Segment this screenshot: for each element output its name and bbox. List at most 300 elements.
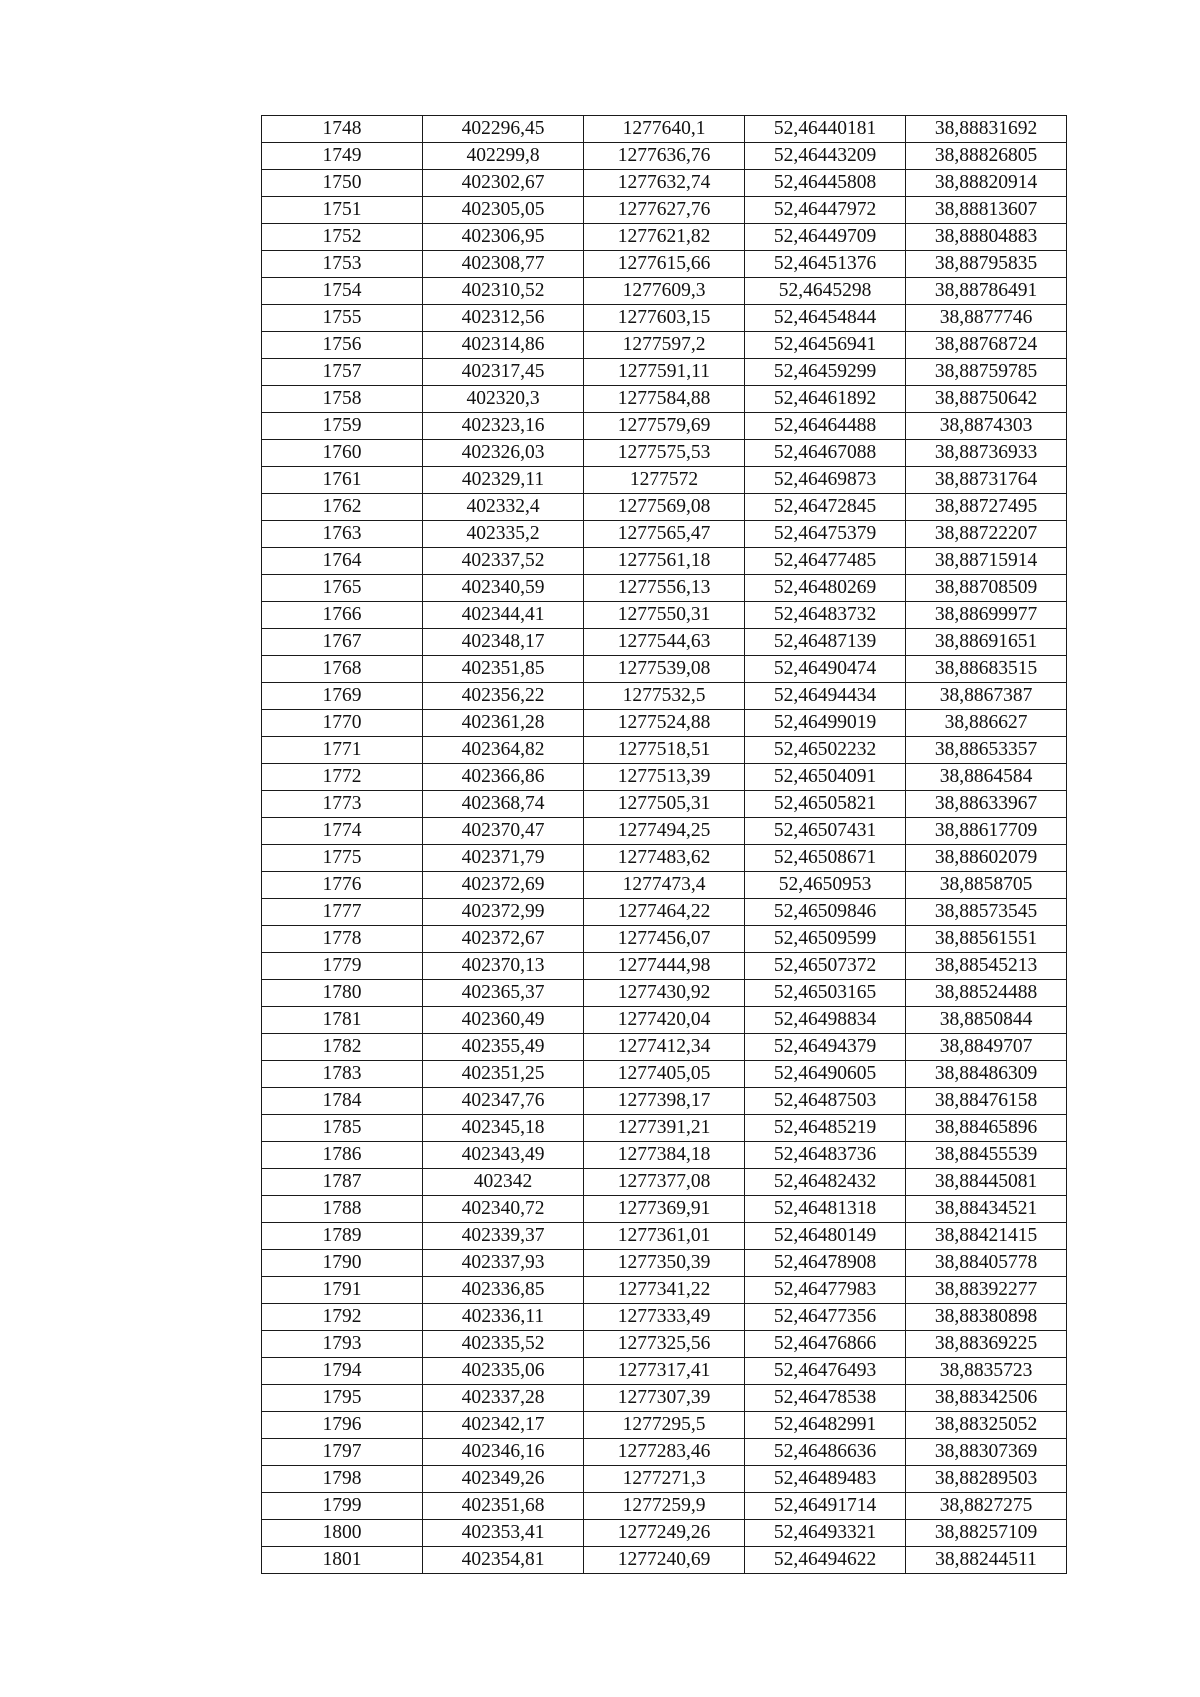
longitude-cell: 38,88421415: [906, 1223, 1067, 1250]
latitude-cell: 52,46472845: [745, 494, 906, 521]
point-number-cell: 1793: [262, 1331, 423, 1358]
x-coordinate-cell: 402337,28: [423, 1385, 584, 1412]
x-coordinate-cell: 402360,49: [423, 1007, 584, 1034]
latitude-cell: 52,46489483: [745, 1466, 906, 1493]
longitude-cell: 38,88307369: [906, 1439, 1067, 1466]
point-number-cell: 1776: [262, 872, 423, 899]
table-row: [262, 710, 1067, 737]
y-coordinate-cell: 1277456,07: [584, 926, 745, 953]
point-number-cell: 1757: [262, 359, 423, 386]
x-coordinate-cell: 402306,95: [423, 224, 584, 251]
longitude-cell: 38,88486309: [906, 1061, 1067, 1088]
latitude-cell: 52,46477356: [745, 1304, 906, 1331]
latitude-cell: 52,46480149: [745, 1223, 906, 1250]
point-number-cell: 1763: [262, 521, 423, 548]
y-coordinate-cell: 1277597,2: [584, 332, 745, 359]
table-row: [262, 575, 1067, 602]
point-number-cell: 1797: [262, 1439, 423, 1466]
coordinates-table-body: [262, 116, 1067, 1574]
table-row: [262, 1466, 1067, 1493]
x-coordinate-cell: 402340,72: [423, 1196, 584, 1223]
longitude-cell: 38,88820914: [906, 170, 1067, 197]
table-row: [262, 1034, 1067, 1061]
longitude-cell: 38,88244511: [906, 1547, 1067, 1574]
x-coordinate-cell: 402320,3: [423, 386, 584, 413]
table-row: [262, 1115, 1067, 1142]
table-row: [262, 1169, 1067, 1196]
longitude-cell: 38,88786491: [906, 278, 1067, 305]
y-coordinate-cell: 1277405,05: [584, 1061, 745, 1088]
point-number-cell: 1750: [262, 170, 423, 197]
table-row: [262, 1088, 1067, 1115]
latitude-cell: 52,46499019: [745, 710, 906, 737]
table-row: [262, 1439, 1067, 1466]
latitude-cell: 52,46494434: [745, 683, 906, 710]
x-coordinate-cell: 402310,52: [423, 278, 584, 305]
y-coordinate-cell: 1277361,01: [584, 1223, 745, 1250]
point-number-cell: 1799: [262, 1493, 423, 1520]
y-coordinate-cell: 1277505,31: [584, 791, 745, 818]
table-row: [262, 224, 1067, 251]
longitude-cell: 38,88699977: [906, 602, 1067, 629]
table-row: [262, 359, 1067, 386]
longitude-cell: 38,88768724: [906, 332, 1067, 359]
point-number-cell: 1792: [262, 1304, 423, 1331]
table-row: [262, 629, 1067, 656]
longitude-cell: 38,8877746: [906, 305, 1067, 332]
y-coordinate-cell: 1277420,04: [584, 1007, 745, 1034]
y-coordinate-cell: 1277464,22: [584, 899, 745, 926]
y-coordinate-cell: 1277483,62: [584, 845, 745, 872]
point-number-cell: 1782: [262, 1034, 423, 1061]
point-number-cell: 1774: [262, 818, 423, 845]
y-coordinate-cell: 1277518,51: [584, 737, 745, 764]
longitude-cell: 38,88342506: [906, 1385, 1067, 1412]
y-coordinate-cell: 1277561,18: [584, 548, 745, 575]
longitude-cell: 38,88813607: [906, 197, 1067, 224]
latitude-cell: 52,4650953: [745, 872, 906, 899]
table-row: [262, 305, 1067, 332]
x-coordinate-cell: 402326,03: [423, 440, 584, 467]
point-number-cell: 1784: [262, 1088, 423, 1115]
y-coordinate-cell: 1277632,74: [584, 170, 745, 197]
x-coordinate-cell: 402302,67: [423, 170, 584, 197]
longitude-cell: 38,88257109: [906, 1520, 1067, 1547]
x-coordinate-cell: 402335,52: [423, 1331, 584, 1358]
longitude-cell: 38,88750642: [906, 386, 1067, 413]
x-coordinate-cell: 402340,59: [423, 575, 584, 602]
point-number-cell: 1770: [262, 710, 423, 737]
longitude-cell: 38,88405778: [906, 1250, 1067, 1277]
y-coordinate-cell: 1277398,17: [584, 1088, 745, 1115]
y-coordinate-cell: 1277377,08: [584, 1169, 745, 1196]
point-number-cell: 1767: [262, 629, 423, 656]
longitude-cell: 38,8867387: [906, 683, 1067, 710]
table-row: [262, 332, 1067, 359]
point-number-cell: 1772: [262, 764, 423, 791]
point-number-cell: 1788: [262, 1196, 423, 1223]
y-coordinate-cell: 1277524,88: [584, 710, 745, 737]
table-row: [262, 494, 1067, 521]
latitude-cell: 52,46504091: [745, 764, 906, 791]
y-coordinate-cell: 1277575,53: [584, 440, 745, 467]
latitude-cell: 52,46494622: [745, 1547, 906, 1574]
y-coordinate-cell: 1277569,08: [584, 494, 745, 521]
point-number-cell: 1759: [262, 413, 423, 440]
x-coordinate-cell: 402364,82: [423, 737, 584, 764]
latitude-cell: 52,46469873: [745, 467, 906, 494]
x-coordinate-cell: 402368,74: [423, 791, 584, 818]
table-row: [262, 521, 1067, 548]
latitude-cell: 52,46478538: [745, 1385, 906, 1412]
table-row: [262, 1304, 1067, 1331]
point-number-cell: 1778: [262, 926, 423, 953]
x-coordinate-cell: 402351,85: [423, 656, 584, 683]
longitude-cell: 38,88561551: [906, 926, 1067, 953]
x-coordinate-cell: 402342: [423, 1169, 584, 1196]
longitude-cell: 38,88691651: [906, 629, 1067, 656]
y-coordinate-cell: 1277369,91: [584, 1196, 745, 1223]
latitude-cell: 52,46483732: [745, 602, 906, 629]
x-coordinate-cell: 402344,41: [423, 602, 584, 629]
longitude-cell: 38,88617709: [906, 818, 1067, 845]
latitude-cell: 52,46493321: [745, 1520, 906, 1547]
y-coordinate-cell: 1277627,76: [584, 197, 745, 224]
point-number-cell: 1791: [262, 1277, 423, 1304]
longitude-cell: 38,88524488: [906, 980, 1067, 1007]
y-coordinate-cell: 1277565,47: [584, 521, 745, 548]
longitude-cell: 38,8849707: [906, 1034, 1067, 1061]
latitude-cell: 52,46464488: [745, 413, 906, 440]
y-coordinate-cell: 1277333,49: [584, 1304, 745, 1331]
x-coordinate-cell: 402335,06: [423, 1358, 584, 1385]
longitude-cell: 38,88392277: [906, 1277, 1067, 1304]
longitude-cell: 38,8827275: [906, 1493, 1067, 1520]
latitude-cell: 52,46490474: [745, 656, 906, 683]
point-number-cell: 1781: [262, 1007, 423, 1034]
table-row: [262, 116, 1067, 143]
longitude-cell: 38,88795835: [906, 251, 1067, 278]
y-coordinate-cell: 1277591,11: [584, 359, 745, 386]
longitude-cell: 38,88736933: [906, 440, 1067, 467]
x-coordinate-cell: 402342,17: [423, 1412, 584, 1439]
x-coordinate-cell: 402354,81: [423, 1547, 584, 1574]
y-coordinate-cell: 1277317,41: [584, 1358, 745, 1385]
longitude-cell: 38,88633967: [906, 791, 1067, 818]
y-coordinate-cell: 1277325,56: [584, 1331, 745, 1358]
y-coordinate-cell: 1277283,46: [584, 1439, 745, 1466]
y-coordinate-cell: 1277350,39: [584, 1250, 745, 1277]
point-number-cell: 1796: [262, 1412, 423, 1439]
y-coordinate-cell: 1277391,21: [584, 1115, 745, 1142]
point-number-cell: 1756: [262, 332, 423, 359]
table-row: [262, 1142, 1067, 1169]
point-number-cell: 1766: [262, 602, 423, 629]
latitude-cell: 52,46461892: [745, 386, 906, 413]
point-number-cell: 1775: [262, 845, 423, 872]
table-row: [262, 1547, 1067, 1574]
table-row: [262, 548, 1067, 575]
y-coordinate-cell: 1277295,5: [584, 1412, 745, 1439]
point-number-cell: 1787: [262, 1169, 423, 1196]
longitude-cell: 38,88465896: [906, 1115, 1067, 1142]
x-coordinate-cell: 402314,86: [423, 332, 584, 359]
table-row: [262, 1358, 1067, 1385]
point-number-cell: 1771: [262, 737, 423, 764]
longitude-cell: 38,88759785: [906, 359, 1067, 386]
latitude-cell: 52,46449709: [745, 224, 906, 251]
latitude-cell: 52,46487139: [745, 629, 906, 656]
point-number-cell: 1760: [262, 440, 423, 467]
latitude-cell: 52,46476866: [745, 1331, 906, 1358]
point-number-cell: 1790: [262, 1250, 423, 1277]
table-row: [262, 1331, 1067, 1358]
point-number-cell: 1794: [262, 1358, 423, 1385]
latitude-cell: 52,46456941: [745, 332, 906, 359]
latitude-cell: 52,46507431: [745, 818, 906, 845]
x-coordinate-cell: 402370,13: [423, 953, 584, 980]
point-number-cell: 1765: [262, 575, 423, 602]
latitude-cell: 52,46490605: [745, 1061, 906, 1088]
y-coordinate-cell: 1277430,92: [584, 980, 745, 1007]
x-coordinate-cell: 402323,16: [423, 413, 584, 440]
table-row: [262, 926, 1067, 953]
point-number-cell: 1748: [262, 116, 423, 143]
latitude-cell: 52,46477983: [745, 1277, 906, 1304]
x-coordinate-cell: 402305,05: [423, 197, 584, 224]
longitude-cell: 38,8858705: [906, 872, 1067, 899]
longitude-cell: 38,88380898: [906, 1304, 1067, 1331]
x-coordinate-cell: 402372,67: [423, 926, 584, 953]
x-coordinate-cell: 402296,45: [423, 116, 584, 143]
table-row: [262, 980, 1067, 1007]
latitude-cell: 52,46483736: [745, 1142, 906, 1169]
y-coordinate-cell: 1277513,39: [584, 764, 745, 791]
longitude-cell: 38,88455539: [906, 1142, 1067, 1169]
table-row: [262, 197, 1067, 224]
longitude-cell: 38,8835723: [906, 1358, 1067, 1385]
y-coordinate-cell: 1277579,69: [584, 413, 745, 440]
x-coordinate-cell: 402329,11: [423, 467, 584, 494]
coordinates-table: [261, 115, 1067, 1574]
x-coordinate-cell: 402346,16: [423, 1439, 584, 1466]
longitude-cell: 38,88722207: [906, 521, 1067, 548]
x-coordinate-cell: 402372,99: [423, 899, 584, 926]
longitude-cell: 38,88602079: [906, 845, 1067, 872]
x-coordinate-cell: 402336,85: [423, 1277, 584, 1304]
longitude-cell: 38,88831692: [906, 116, 1067, 143]
table-row: [262, 953, 1067, 980]
point-number-cell: 1754: [262, 278, 423, 305]
table-row: [262, 872, 1067, 899]
table-row: [262, 1412, 1067, 1439]
point-number-cell: 1786: [262, 1142, 423, 1169]
point-number-cell: 1749: [262, 143, 423, 170]
latitude-cell: 52,46447972: [745, 197, 906, 224]
point-number-cell: 1780: [262, 980, 423, 1007]
x-coordinate-cell: 402317,45: [423, 359, 584, 386]
y-coordinate-cell: 1277532,5: [584, 683, 745, 710]
x-coordinate-cell: 402343,49: [423, 1142, 584, 1169]
point-number-cell: 1785: [262, 1115, 423, 1142]
y-coordinate-cell: 1277539,08: [584, 656, 745, 683]
table-row: [262, 1007, 1067, 1034]
x-coordinate-cell: 402351,25: [423, 1061, 584, 1088]
latitude-cell: 52,46491714: [745, 1493, 906, 1520]
y-coordinate-cell: 1277444,98: [584, 953, 745, 980]
y-coordinate-cell: 1277615,66: [584, 251, 745, 278]
table-row: [262, 413, 1067, 440]
latitude-cell: 52,46486636: [745, 1439, 906, 1466]
table-row: [262, 1196, 1067, 1223]
table-row: [262, 278, 1067, 305]
y-coordinate-cell: 1277544,63: [584, 629, 745, 656]
longitude-cell: 38,88715914: [906, 548, 1067, 575]
y-coordinate-cell: 1277384,18: [584, 1142, 745, 1169]
latitude-cell: 52,46476493: [745, 1358, 906, 1385]
longitude-cell: 38,88369225: [906, 1331, 1067, 1358]
x-coordinate-cell: 402339,37: [423, 1223, 584, 1250]
y-coordinate-cell: 1277621,82: [584, 224, 745, 251]
table-row: [262, 440, 1067, 467]
x-coordinate-cell: 402335,2: [423, 521, 584, 548]
latitude-cell: 52,46507372: [745, 953, 906, 980]
point-number-cell: 1801: [262, 1547, 423, 1574]
point-number-cell: 1777: [262, 899, 423, 926]
longitude-cell: 38,88708509: [906, 575, 1067, 602]
longitude-cell: 38,88289503: [906, 1466, 1067, 1493]
latitude-cell: 52,46445808: [745, 170, 906, 197]
point-number-cell: 1798: [262, 1466, 423, 1493]
x-coordinate-cell: 402308,77: [423, 251, 584, 278]
y-coordinate-cell: 1277494,25: [584, 818, 745, 845]
x-coordinate-cell: 402349,26: [423, 1466, 584, 1493]
x-coordinate-cell: 402345,18: [423, 1115, 584, 1142]
table-row: [262, 1277, 1067, 1304]
x-coordinate-cell: 402371,79: [423, 845, 584, 872]
latitude-cell: 52,46502232: [745, 737, 906, 764]
point-number-cell: 1752: [262, 224, 423, 251]
table-row: [262, 1520, 1067, 1547]
table-row: [262, 818, 1067, 845]
longitude-cell: 38,8874303: [906, 413, 1067, 440]
latitude-cell: 52,46494379: [745, 1034, 906, 1061]
longitude-cell: 38,886627: [906, 710, 1067, 737]
latitude-cell: 52,46459299: [745, 359, 906, 386]
table-row: [262, 1385, 1067, 1412]
latitude-cell: 52,46454844: [745, 305, 906, 332]
x-coordinate-cell: 402337,52: [423, 548, 584, 575]
longitude-cell: 38,88727495: [906, 494, 1067, 521]
longitude-cell: 38,88325052: [906, 1412, 1067, 1439]
longitude-cell: 38,88434521: [906, 1196, 1067, 1223]
table-row: [262, 251, 1067, 278]
point-number-cell: 1761: [262, 467, 423, 494]
latitude-cell: 52,46480269: [745, 575, 906, 602]
longitude-cell: 38,88573545: [906, 899, 1067, 926]
latitude-cell: 52,46451376: [745, 251, 906, 278]
x-coordinate-cell: 402299,8: [423, 143, 584, 170]
y-coordinate-cell: 1277240,69: [584, 1547, 745, 1574]
table-row: [262, 656, 1067, 683]
point-number-cell: 1789: [262, 1223, 423, 1250]
x-coordinate-cell: 402355,49: [423, 1034, 584, 1061]
x-coordinate-cell: 402372,69: [423, 872, 584, 899]
longitude-cell: 38,88731764: [906, 467, 1067, 494]
point-number-cell: 1758: [262, 386, 423, 413]
x-coordinate-cell: 402312,56: [423, 305, 584, 332]
point-number-cell: 1779: [262, 953, 423, 980]
point-number-cell: 1773: [262, 791, 423, 818]
table-row: [262, 602, 1067, 629]
latitude-cell: 52,46485219: [745, 1115, 906, 1142]
point-number-cell: 1755: [262, 305, 423, 332]
table-row: [262, 1250, 1067, 1277]
table-row: [262, 791, 1067, 818]
table-row: [262, 764, 1067, 791]
longitude-cell: 38,88826805: [906, 143, 1067, 170]
x-coordinate-cell: 402337,93: [423, 1250, 584, 1277]
y-coordinate-cell: 1277259,9: [584, 1493, 745, 1520]
x-coordinate-cell: 402370,47: [423, 818, 584, 845]
x-coordinate-cell: 402332,4: [423, 494, 584, 521]
point-number-cell: 1751: [262, 197, 423, 224]
latitude-cell: 52,46440181: [745, 116, 906, 143]
y-coordinate-cell: 1277572: [584, 467, 745, 494]
x-coordinate-cell: 402366,86: [423, 764, 584, 791]
table-row: [262, 386, 1067, 413]
y-coordinate-cell: 1277640,1: [584, 116, 745, 143]
latitude-cell: 52,46478908: [745, 1250, 906, 1277]
table-row: [262, 1493, 1067, 1520]
latitude-cell: 52,46481318: [745, 1196, 906, 1223]
y-coordinate-cell: 1277550,31: [584, 602, 745, 629]
table-row: [262, 845, 1067, 872]
latitude-cell: 52,46508671: [745, 845, 906, 872]
latitude-cell: 52,46509846: [745, 899, 906, 926]
x-coordinate-cell: 402356,22: [423, 683, 584, 710]
latitude-cell: 52,46477485: [745, 548, 906, 575]
latitude-cell: 52,46503165: [745, 980, 906, 1007]
latitude-cell: 52,46482432: [745, 1169, 906, 1196]
y-coordinate-cell: 1277473,4: [584, 872, 745, 899]
y-coordinate-cell: 1277556,13: [584, 575, 745, 602]
point-number-cell: 1769: [262, 683, 423, 710]
point-number-cell: 1800: [262, 1520, 423, 1547]
table-row: [262, 467, 1067, 494]
latitude-cell: 52,46498834: [745, 1007, 906, 1034]
table-row: [262, 737, 1067, 764]
x-coordinate-cell: 402353,41: [423, 1520, 584, 1547]
latitude-cell: 52,4645298: [745, 278, 906, 305]
y-coordinate-cell: 1277603,15: [584, 305, 745, 332]
x-coordinate-cell: 402348,17: [423, 629, 584, 656]
y-coordinate-cell: 1277636,76: [584, 143, 745, 170]
table-row: [262, 1223, 1067, 1250]
table-row: [262, 899, 1067, 926]
y-coordinate-cell: 1277341,22: [584, 1277, 745, 1304]
longitude-cell: 38,88545213: [906, 953, 1067, 980]
longitude-cell: 38,88804883: [906, 224, 1067, 251]
latitude-cell: 52,46487503: [745, 1088, 906, 1115]
y-coordinate-cell: 1277249,26: [584, 1520, 745, 1547]
x-coordinate-cell: 402347,76: [423, 1088, 584, 1115]
x-coordinate-cell: 402351,68: [423, 1493, 584, 1520]
y-coordinate-cell: 1277412,34: [584, 1034, 745, 1061]
latitude-cell: 52,46482991: [745, 1412, 906, 1439]
latitude-cell: 52,46443209: [745, 143, 906, 170]
point-number-cell: 1783: [262, 1061, 423, 1088]
